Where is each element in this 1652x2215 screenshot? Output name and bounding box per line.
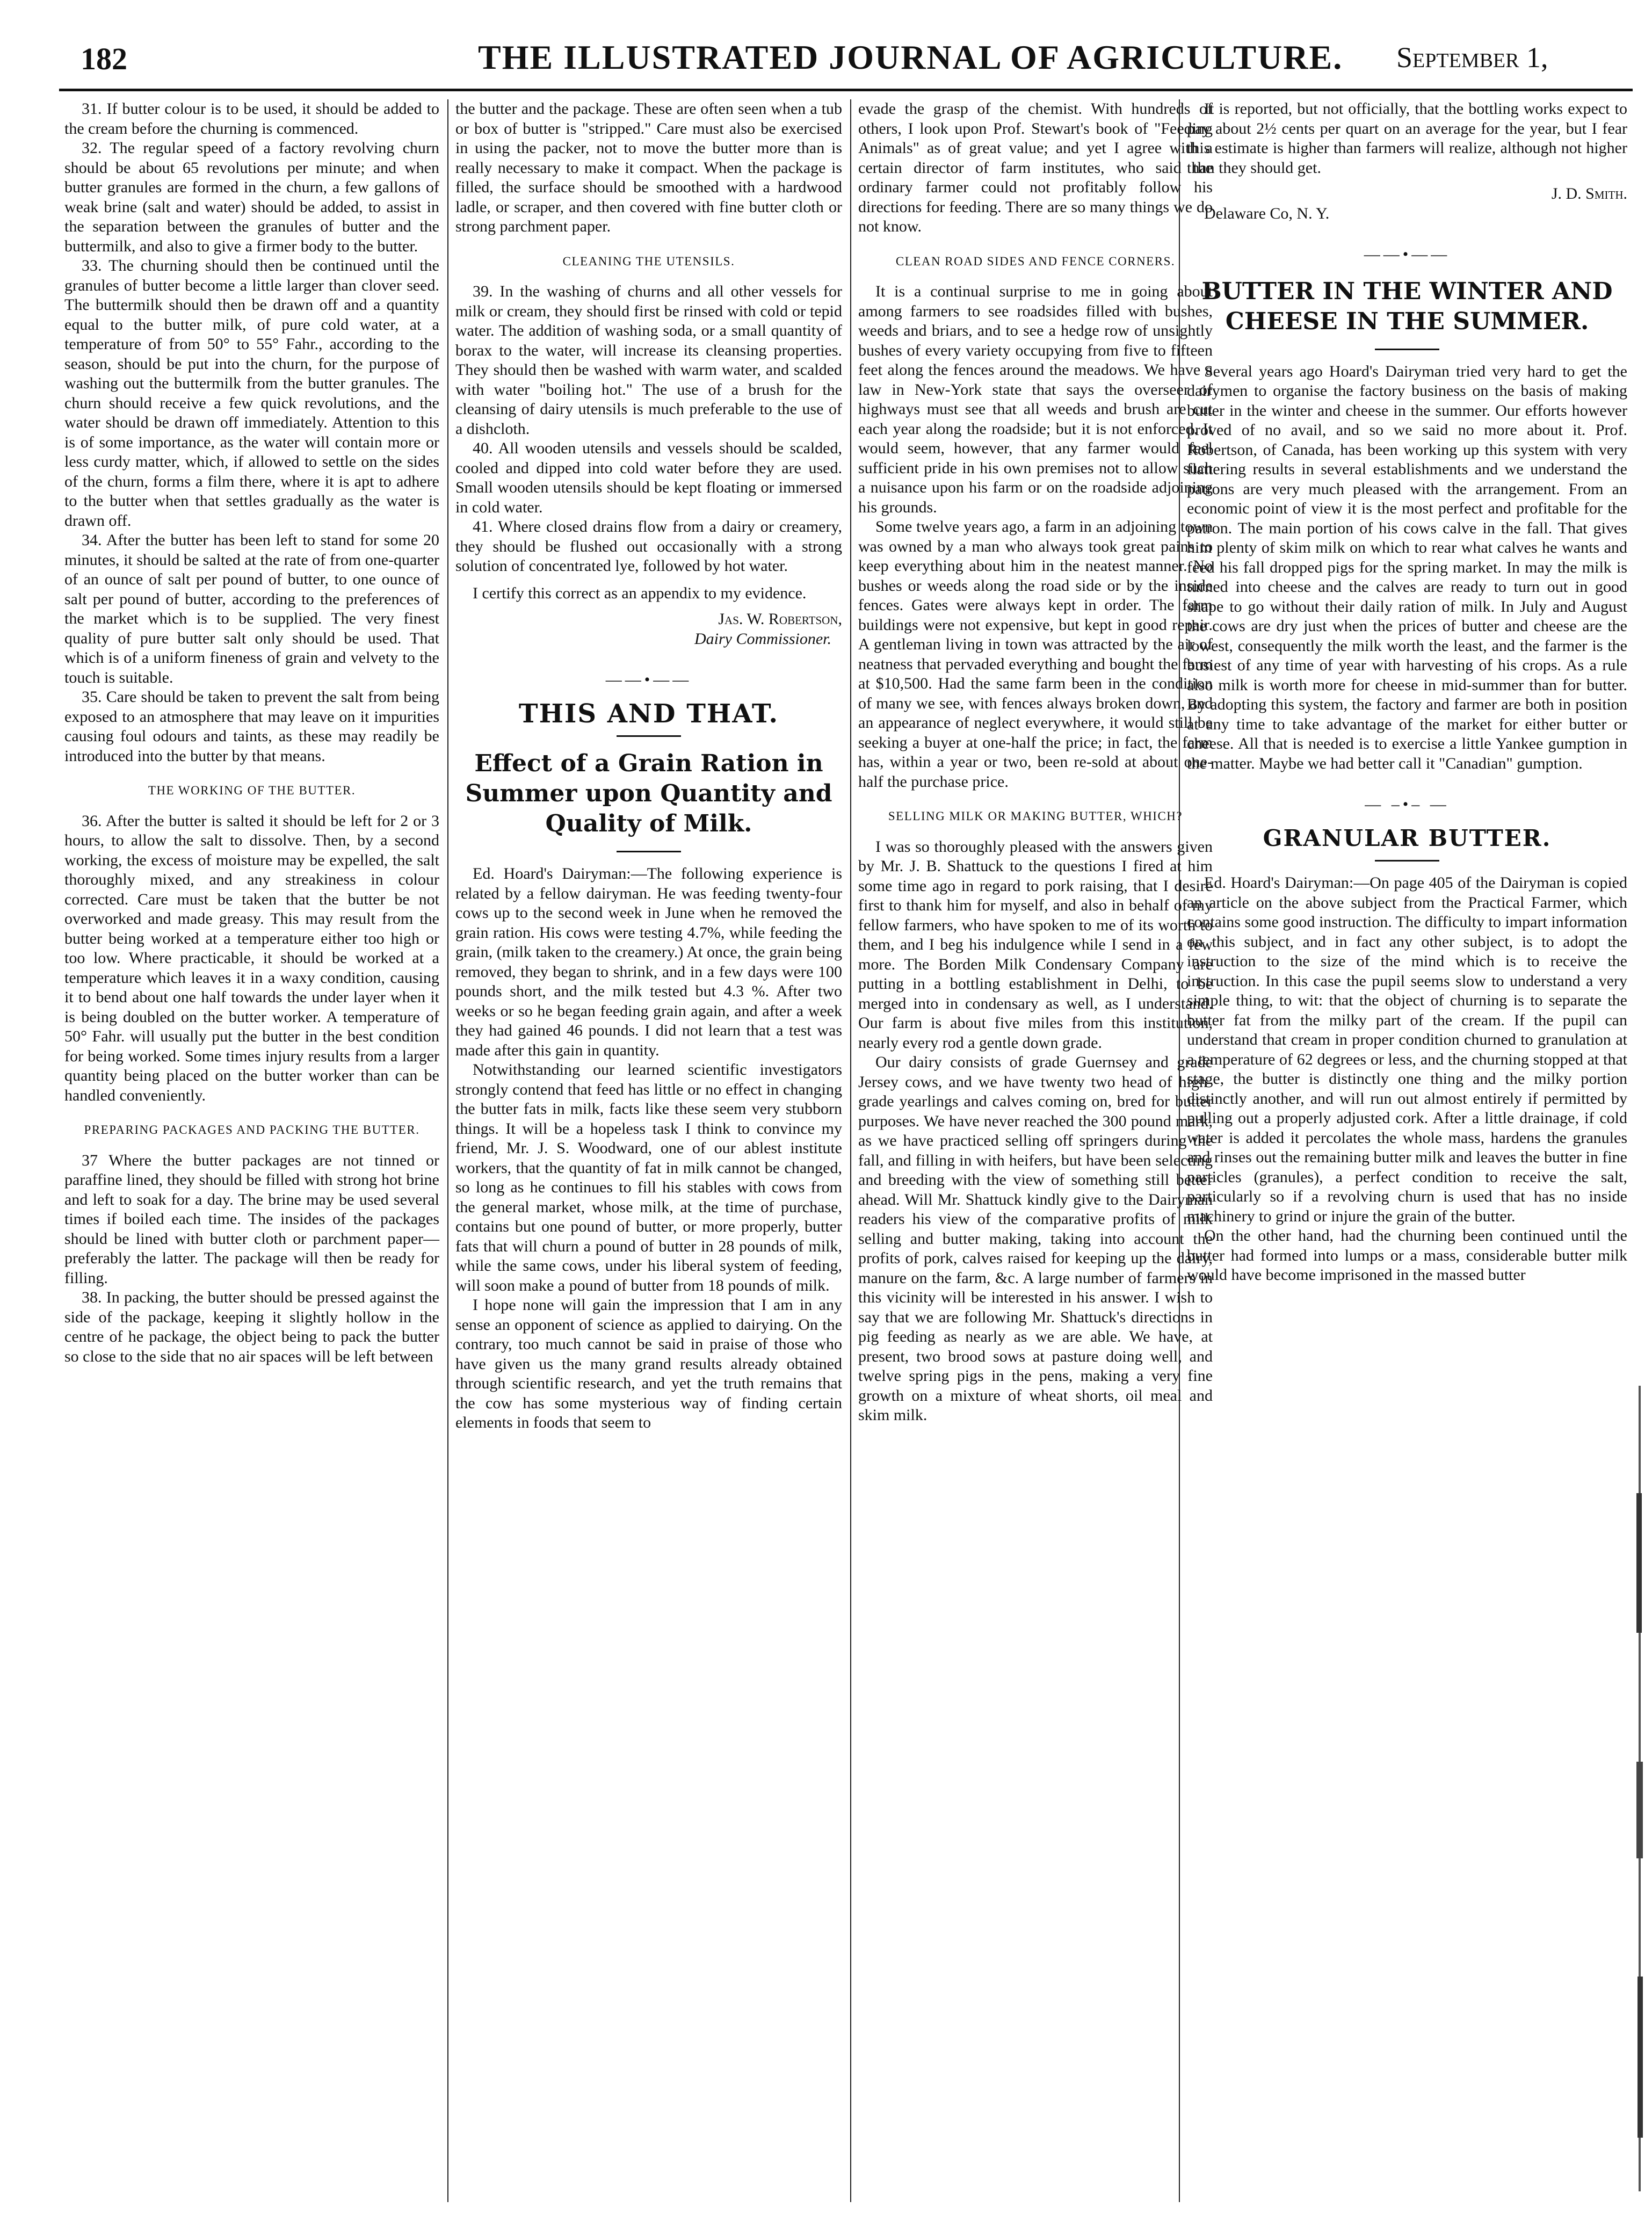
title-rule xyxy=(617,735,681,737)
journal-title: THE ILLUSTRATED JOURNAL OF AGRICULTURE. xyxy=(478,38,1343,76)
column-4 xyxy=(1182,99,1633,2202)
paragraph-38: 38. In packing, the butter should be pressed against the side of the package, keeping it slightly hollow in the centre of he package, the object being to pack the butter so close to the side that no air spaces will be left between xyxy=(64,1289,439,1365)
paragraph-notwithstanding: Notwithstanding our learned scientific investigators strongly contend that feed has little or no effect in changing the butter fats in milk, facts like these seem very stubborn things. It will be a hopeless task I think to convince my friend, Mr. J. S. Woodward, one of our ablest institute workers, that the quantity of fat in milk cannot be changed, so long as he continues to fill his stables with cows from the general market, whose milk, at the time of purchase, contains but one pound of butter, or more properly, butter fats that will churn a pound of butter in 28 pounds of milk, while the same cows, under his liberal system of feeding, will soon make a pound of butter from 18 pounds of milk. xyxy=(455,1061,842,1294)
signature-place: Delaware Co, N. Y. xyxy=(1204,204,1330,222)
paragraph-editor: Ed. Hoard's Dairyman:—The following experience is related by a fellow dairyman. He was feeding twenty-four cows up to the second week in June when he removed the grain ration. His cows were testing 4.7%, while feeding the grain, (milk taken to the creamery.) At once, the grain being removed, they began to shrink, and in a few days were 100 pounds short, and the milk tested but 4.3 %. After two weeks or so he began feeding grain again, and after a week they had gained 46 pounds. I did not learn that a test was made after this gain in quantity. xyxy=(455,865,842,1059)
paragraph-37: 37 Where the butter packages are not tinned or paraffine lined, they should be filled with strong hot brine and left to soak for a day. The brine may be used several times if boiled each time. The insides of the packages should be lined with butter cloth or parchment paper—preferably the latter. The package will then be ready for filling. xyxy=(64,1151,439,1287)
paragraph-continued: evade the grasp of the chemist. With hundreds of others, I look upon Prof. Stewart's book of "Feeding Animals" as of great value; and yet I agree with a certain director of farm institutes, who said the ordinary farmer could not profitably follow his directions for feeding. There are so many things we do not know. xyxy=(858,100,1213,235)
paragraph-reported: It is reported, but not officially, that the bottling works expect to pay about 2½ cents per quart on an average for the year, but I fear this estimate is higher than farmers will realize, although not higher than they should get. xyxy=(1187,100,1627,177)
subheading-roadsides: CLEAN ROAD SIDES AND FENCE CORNERS. xyxy=(895,254,1176,268)
paragraph-continued: the butter and the package. These are often seen when a tub or box of butter is "stripped." Care must also be exercised in using the packer, not to move the butter more than is really necessary to make it compact. When the package is filled, the surface should be smoothed with a hardwood ladle, or scraper, and then covered with fine butter cloth or strong parchment paper. xyxy=(455,100,842,235)
signature-name: J. D. Smith. xyxy=(1551,185,1627,202)
issue-date: September 1, xyxy=(1396,41,1548,74)
paragraph-pleased: I was so thoroughly pleased with the answers given by Mr. J. B. Shattuck to the questions I fired at him some time ago in regard to pork raising, that I desire first to thank him for myself, and also in behalf of my fellow farmers, who have spoken to me of its worth to them, and I beg his indulgence while I send in a few more. The Borden Milk Condensary Company are putting in a bottling establishment in Delhi, to be merged into in condensary as well, as I understand. Our farm is about five miles from this institution, nearly every rod a gentle down grade. xyxy=(858,837,1213,1052)
subheading-selling: SELLING MILK OR MAKING BUTTER, WHICH? xyxy=(888,809,1183,823)
subheading-cleaning: CLEANING THE UTENSILS. xyxy=(562,254,735,268)
paragraph-35: 35. Care should be taken to prevent the salt from being exposed to an atmosphere that may leave on it impurities causing foul odours and taints, as these may readily be introduced into the butter by that means. xyxy=(64,688,439,765)
header-rule xyxy=(59,89,1633,91)
paragraph-several-years: Several years ago Hoard's Dairyman tried very hard to get the dairymen to organise the factory business on the basis of making butter in the winter and cheese in the summer. Our efforts however proved of no avail, and so we said no more about it. Prof. Robertson, of Canada, has been working up this system with very flattering results in several establishments and we understand the patrons are very much pleased with the arrangement. From an economic point of view it is the most perfect and profitable for the patron. The main portion of his cows calve in the fall. That gives him plenty of skim milk on which to rear what calves he wants and feed his fall dropped pigs for the spring market. In may the milk is turned into cheese and the calves are ready to turn out in good shape to go without their daily ration of milk. In July and August the cows are dry just when the prices of butter and cheese are the lowest, consequently the milk worth the least, and the farmer is the busiest of any time of year with harvesting of his crops. As a rule also milk is worth more for cheese in mid-summer than for butter. By adopting this system, the factory and farmer are both in position at any time to take advantage of the market for either butter or cheese. All that is needed is to exercise a little Yankee gumption in the matter. Maybe we had better call it "Canadian" gumption. xyxy=(1187,362,1627,772)
paragraph-34: 34. After the butter has been left to stand for some 20 minutes, it should be salted at the rate of from one-quarter of an ounce of salt per pound of butter, to one ounce of salt per pound of butter, according to the preferences of the market which is to be supplied. The very finest quality of pure butter salt only should be used. That which is of a uniform fineness of grain and velvety to the touch is suitable. xyxy=(64,531,439,686)
paragraph-41: 41. Where closed drains flow from a dairy or creamery, they should be flushed out occasionally with a strong solution of concentrated lye, followed by hot water. xyxy=(455,518,842,575)
column-divider xyxy=(447,99,448,2202)
paragraph-39: 39. In the washing of churns and all other vessels for milk or cream, they should first be rinsed with cold or tepid water. The addition of washing soda, or a small quantity of borax to the water, will increase its cleansing properties. They should then be washed with warm water, and scalded with water "boiling hot." The use of a brush for the cleansing of dairy utensils is much preferable to the use of a dishcloth. xyxy=(455,283,842,438)
title-rule xyxy=(1375,349,1439,350)
paragraph-certify: I certify this correct as an appendix to my evidence. xyxy=(473,584,807,602)
paragraph-31: 31. If butter colour is to be used, it should be added to the cream before the churning is commenced. xyxy=(64,100,439,137)
paragraph-40: 40. All wooden utensils and vessels should be scalded, cooled and dipped into cold water before they are used. Small wooden utensils should be kept floating or immersed in cold water. xyxy=(455,439,842,516)
paragraph-32: 32. The regular speed of a factory revolving churn should be about 65 revolutions per minute; and when butter granules are formed in the churn, a few gallons of weak brine (salt and water) should be added, to assist in the separation between the granules of butter and the buttermilk, and also to give a firmer body to the butter. xyxy=(64,139,439,255)
paragraph-36: 36. After the butter is salted it should be left for 2 or 3 hours, to allow the salt to dissolve. Then, by a second working, the excess of moisture may be expelled, the salt thoroughly mixed, and any streakiness in colour corrected. Care must be taken that the butter be not overworked and made greasy. This may result from the butter being worked at a temperature either too high or too low. Where practicable, it should be worked at a temperature which leaves it in a waxy condition, causing it to bend about one half towards the under layer when it is being doubled on the butter worker. A temperature of 50° Fahr. will usually put the butter in the best condition for being worked. Some times injury results from a larger quantity being placed on the butter worker than can be handled conveniently. xyxy=(64,812,439,1104)
section-title-this-and-that: THIS AND THAT. xyxy=(518,698,779,729)
column-divider xyxy=(850,99,851,2202)
column-2 xyxy=(450,99,847,2202)
paragraph-hope: I hope none will gain the impression that I am in any sense an opponent of science as applied to dairying. On the contrary, too much cannot be said in praise of those who have given us the many grand results already obtained through scientific research, and yet the truth remains that the cow has some mysterious way of finding certain elements in foods that seem to xyxy=(455,1296,842,1431)
signature-title: Dairy Commissioner. xyxy=(694,629,831,648)
paragraph-editor-granular: Ed. Hoard's Dairyman:—On page 405 of the Dairyman is copied an article on the above subject from the Practical Farmer, which contains some good instruction. The difficulty to impart information on this subject, and in fact any other subject, is to adopt the instruction to the size of the mind which is to receive the instruction. In this case the pupil seems slow to understand a very simple thing, to wit: that the object of churning is to separate the butter fat from the milky part of the cream. If the pupil can understand that cream in proper condition churned to granulation at a temperature of 62 degrees or less, and the churning stopped at that stage, the butter is distinctly one thing and the milky portion distinctly another, and will run out almost entirely if permitted by pulling out a properly adjusted cork. After a little drainage, if cold water is added it percolates the whole mass, hardens the granules and rinses out the remaining butter milk and leaves the butter in fine particles (granules), a perfect condition to receive the salt, particularly so if a revolving churn is used that has no inside machinery to grind or injure the grain of the butter. xyxy=(1187,874,1627,1225)
article-title-granular: GRANULAR BUTTER. xyxy=(1263,824,1552,851)
signature-name: Jas. W. Robertson, xyxy=(718,610,842,628)
paragraph-33: 33. The churning should then be continued until the granules of butter become a little larger than clover seed. The buttermilk should then be drawn off and a quantity equal to the butter milk, of pure cold water, at a temperature of from 50° to 55° Fahr., according to the season, should be put into the churn, for the purpose of washing out the buttermilk from the butter granules. The churn should receive a few quick revolutions, and the water should be drawn off immediately. Attention to this is of some importance, as the water will contain more or less curdy matter, which, if allowed to settle on the sides of the churn, forms a film there, where it is apt to adhere to the butter when that settles gradually as the water is drawn off. xyxy=(64,257,439,530)
page-header xyxy=(21,3,1633,89)
ornament-divider: ——•—— xyxy=(605,671,692,689)
article-title-effect: Effect of a Grain Ration in Summer upon Quantity and Quality of Milk. xyxy=(465,750,832,837)
column-1 xyxy=(59,99,445,2202)
page-edge-marks xyxy=(1635,1386,1646,2191)
paragraph-twelve-years: Some twelve years ago, a farm in an adjoining town was owned by a man who always took great pains to keep everything about him in the neatest manner. No bushes or weeds along the road side or by the inside fences. Gates were always kept in order. The farm buildings were not expensive, but kept in good repair. A gentleman living in town was attracted by the air of neatness that pervaded everything and bought the farm at $10,500. Had the same farm been in the condition of many we see, with fences always broken down, and an appearance of neglect everywhere, it would still be seeking a buyer at one-half the price; in fact, the farm has, within a year or two, been re-sold at about one-half the purchase price. xyxy=(858,518,1213,791)
ornament-divider: ——•—— xyxy=(1364,245,1451,263)
paragraph-surprise: It is a continual surprise to me in going about among farmers to see roadsides filled with bushes, weeds and briars, and to see a hedge row of unsightly bushes of every variety occupying from five to fifteen feet along the fences around the meadows. We have a law in New-York state that says the overseer of highways must see that all weeds and brush are cut each year along the roadside; but it is not enforced. It would seem, however, that any farmer would feel sufficient pride in his own premises not to allow such a nuisance upon his farm or on the roadside adjoining his grounds. xyxy=(858,283,1213,516)
title-rule xyxy=(617,851,681,852)
subheading-packages: PREPARING PACKAGES AND PACKING THE BUTTER. xyxy=(84,1123,420,1137)
article-title-butter-winter: BUTTER IN THE WINTER AND CHEESE IN THE SUMMER. xyxy=(1201,277,1613,335)
title-rule xyxy=(1375,860,1439,862)
paragraph-herd: Our dairy consists of grade Guernsey and grade Jersey cows, and we have twenty two head of high-grade yearlings and calves coming on, bred for butter purposes. We have never reached the 300 pound mark, as we have practiced selling off springers during the fall, and filling in with heifers, but have been selecting and breeding with the view of something still better ahead. Will Mr. Shattuck kindly give to the Dairyman readers his view of the comparative profits of milk selling and butter making, taking into account the profits of pork, calves raised for keeping up the dairy, manure on the farm, &c. A large number of farmers in this vicinity will be interested in his answer. I wish to say that we are following Mr. Shattuck's directions in pig feeding as nearly as we are able. We have, at present, two brood sows at pasture doing well, and twelve spring pigs in the pens, making a very fine growth on a mixture of wheat shorts, oil meal and skim milk. xyxy=(858,1053,1213,1424)
ornament-divider: — –•– — xyxy=(1365,795,1450,813)
subheading-working: THE WORKING OF THE BUTTER. xyxy=(148,784,356,797)
column-3 xyxy=(853,99,1218,2202)
page-number: 182 xyxy=(81,41,127,76)
paragraph-other-hand: On the other hand, had the churning been continued until the butter had formed into lumps or a mass, considerable butter milk would have become imprisoned in the massed butter xyxy=(1187,1227,1627,1284)
